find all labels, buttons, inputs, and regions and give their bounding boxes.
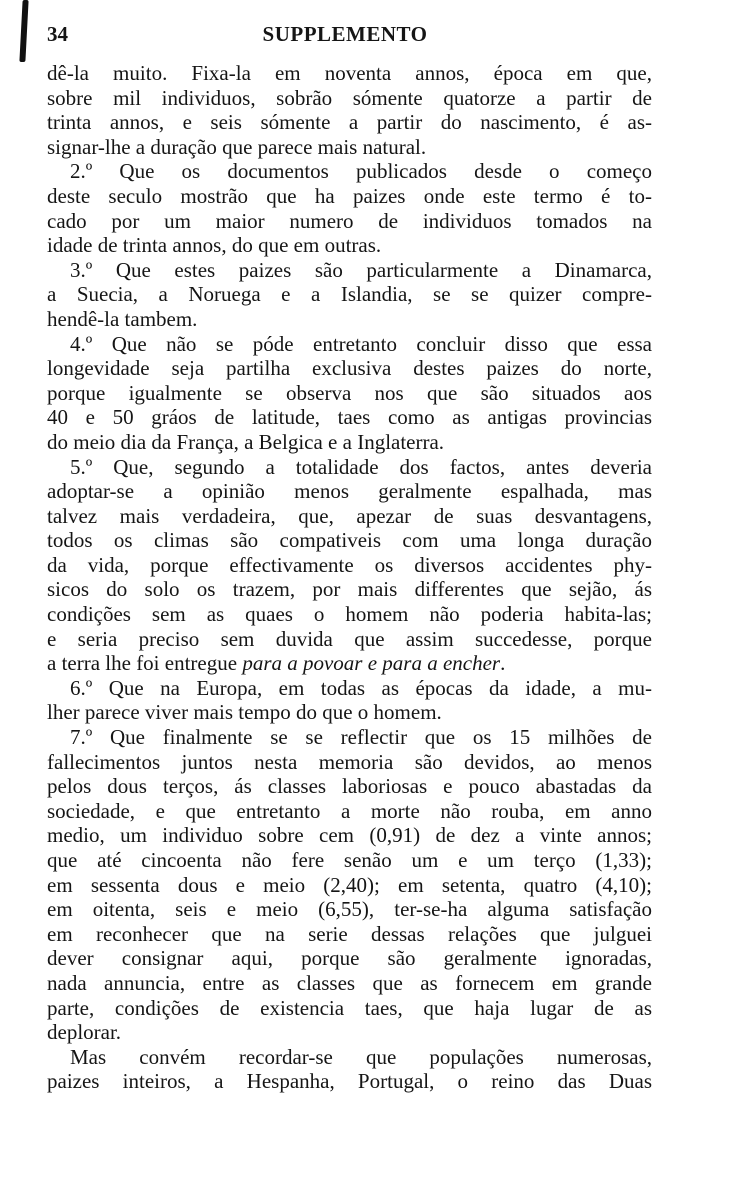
text-line: idade de trinta annos, do que em outras. bbox=[47, 233, 382, 258]
text-line: condições sem as quaes o homem não poderia habita-las; bbox=[47, 602, 652, 627]
text-line: parte, condições de existencia taes, que haja lugar de as bbox=[47, 995, 652, 1020]
text-line: a Suecia, a Noruega e a Islandia, se se quizer compre- bbox=[47, 282, 652, 307]
text-line: sicos do solo os trazem, por mais differentes que sejão, ás bbox=[47, 577, 652, 602]
text-line: 4.º Que não se póde entretanto concluir disso que essa bbox=[70, 331, 652, 356]
italic-phrase: para a povoar e para a encher bbox=[242, 651, 501, 676]
text-line: adoptar-se a opinião menos geralmente espalhada, mas bbox=[47, 479, 652, 504]
page-number: 34 bbox=[47, 22, 68, 46]
text-line: Mas convém recordar-se que populações numerosas, bbox=[70, 1044, 652, 1069]
text-line: signar-lhe a duração que parece mais natural. bbox=[47, 134, 427, 159]
text-line: 7.º Que finalmente se se reflectir que os 15 milhões de bbox=[70, 725, 652, 750]
paragraph bbox=[47, 725, 652, 1045]
text-line: dê-la muito. Fixa-la em noventa annos, época em que, bbox=[47, 61, 652, 85]
paragraph bbox=[47, 258, 652, 332]
paragraph bbox=[47, 455, 652, 676]
paragraph bbox=[47, 61, 652, 159]
text-line: em oitenta, seis e meio (6,55), ter-se-ha alguma satisfação bbox=[47, 897, 652, 922]
text-line: medio, um individuo sobre cem (0,91) de dez a vinte annos; bbox=[47, 823, 652, 848]
text-line: todos os climas são compativeis com uma longa duração bbox=[47, 528, 652, 553]
text-line: pelos dous terços, ás classes laboriosas e pouco abastadas da bbox=[47, 774, 652, 799]
running-title: SUPPLEMENTO bbox=[262, 22, 428, 46]
text-line: em reconhecer que na serie dessas relações que julguei bbox=[47, 921, 652, 946]
text-line: deste seculo mostrão que ha paizes onde este termo é to- bbox=[47, 183, 652, 208]
text-line: longevidade seja partilha exclusiva destes paizes do norte, bbox=[47, 356, 652, 381]
text-line: que até cincoenta não fere senão um e um terço (1,33); bbox=[47, 848, 652, 872]
text-line: e seria preciso sem duvida que assim succedesse, porque bbox=[47, 626, 652, 651]
text-line: lher parece viver mais tempo do que o homem. bbox=[47, 700, 442, 725]
text-line: nada annuncia, entre as classes que as fornecem em grande bbox=[47, 970, 652, 995]
text-line: fallecimentos juntos nesta memoria são devidos, ao menos bbox=[47, 749, 652, 774]
text-line: 5.º Que, segundo a totalidade dos factos, antes deveria bbox=[70, 454, 652, 479]
text-line: talvez mais verdadeira, que, apezar de suas desvantagens, bbox=[47, 503, 652, 528]
text-line: da vida, porque effectivamente os diversos accidentes phy- bbox=[47, 552, 652, 577]
text-line: 2.º Que os documentos publicados desde o começo bbox=[70, 159, 652, 184]
text-line: dever consignar aqui, porque são geralmente ignoradas, bbox=[47, 946, 652, 971]
paragraph bbox=[47, 332, 652, 455]
text-line: porque igualmente se observa nos que são situados aos bbox=[47, 380, 652, 405]
text-line: deplorar. bbox=[47, 1020, 122, 1045]
body-text bbox=[47, 61, 652, 1094]
paragraph bbox=[47, 676, 652, 725]
text-line: cado por um maior numero de individuos tomados na bbox=[47, 208, 652, 233]
text-line: em sessenta dous e meio (2,40); em setenta, quatro (4,10); bbox=[47, 872, 652, 897]
text-line: trinta annos, e seis sómente a partir do nascimento, é as- bbox=[47, 110, 652, 135]
text-line bbox=[47, 651, 652, 676]
paragraph bbox=[47, 1045, 652, 1094]
text-line: 40 e 50 gráos de latitude, taes como as antigas provincias bbox=[47, 405, 652, 430]
text-line: sobre mil individuos, sobrão sómente quatorze a partir de bbox=[47, 85, 652, 110]
text-line: sociedade, e que entretanto a morte não rouba, em anno bbox=[47, 798, 652, 823]
paragraph bbox=[47, 159, 652, 257]
text-line: 3.º Que estes paizes são particularmente a Dinamarca, bbox=[70, 257, 652, 282]
text-segment: . bbox=[500, 651, 506, 676]
text-line: do meio dia da França, a Belgica e a Inglaterra. bbox=[47, 429, 445, 454]
text-line: paizes inteiros, a Hespanha, Portugal, o reino das Duas bbox=[47, 1069, 652, 1094]
text-line: 6.º Que na Europa, em todas as épocas da idade, a mu- bbox=[70, 675, 652, 700]
text-line: hendê-la tambem. bbox=[47, 306, 198, 331]
text-segment: a terra lhe foi entregue bbox=[47, 651, 243, 676]
